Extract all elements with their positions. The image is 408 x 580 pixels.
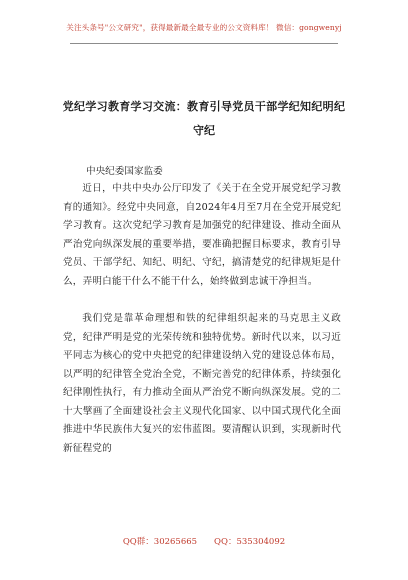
header-notice: 关注头条号"公文研究"，获得最新最全最专业的公文资料库！ 微信：gongwenyj	[66, 23, 342, 32]
document-author: 中央纪委国家监委	[86, 166, 163, 177]
document-title: 党纪学习教育学习交流：教育引导党员干部学纪知纪明纪	[62, 100, 346, 113]
body-paragraph: 近日，中共中央办公厅印发了《关于在全党开展党纪学习教育的通知》。经党中央同意，自2024年4月至7月在全党开展党纪学习教育。这次党纪学习教育是加强党的纪律建设、推动全面从严治党向纵深发展的重要举措，要准确把握目标要求，教育引导党员、干部学纪、知纪、明纪、守纪，搞清楚党的纪律规矩是什么，弄明白能干什么不能干什么，始终做到忠诚干净担当。	[63, 183, 341, 287]
body-paragraph: 我们党是靠革命理想和铁的纪律组织起来的马克思主义政党，纪律严明是党的光荣传统和独特优势。新时代以来，以习近平同志为核心的党中央把党的纪律建设纳入党的建设总体布局，以严明的纪律管全党治全党，不断完善党的纪律体系，持续强化纪律刚性执行，有力推动全面从严治党不断向纵深发展。党的二十大擘画了全面建设社会主义现代化国家、以中国式现代化全面推进中华民族伟大复兴的宏伟蓝图。要清醒认识到，实现新时代新征程党的	[63, 313, 341, 454]
footer-contact: QQ群：30265665 QQ：535304092	[122, 537, 286, 547]
document-title-continued: 守纪	[193, 124, 215, 137]
header-divider	[70, 43, 338, 44]
